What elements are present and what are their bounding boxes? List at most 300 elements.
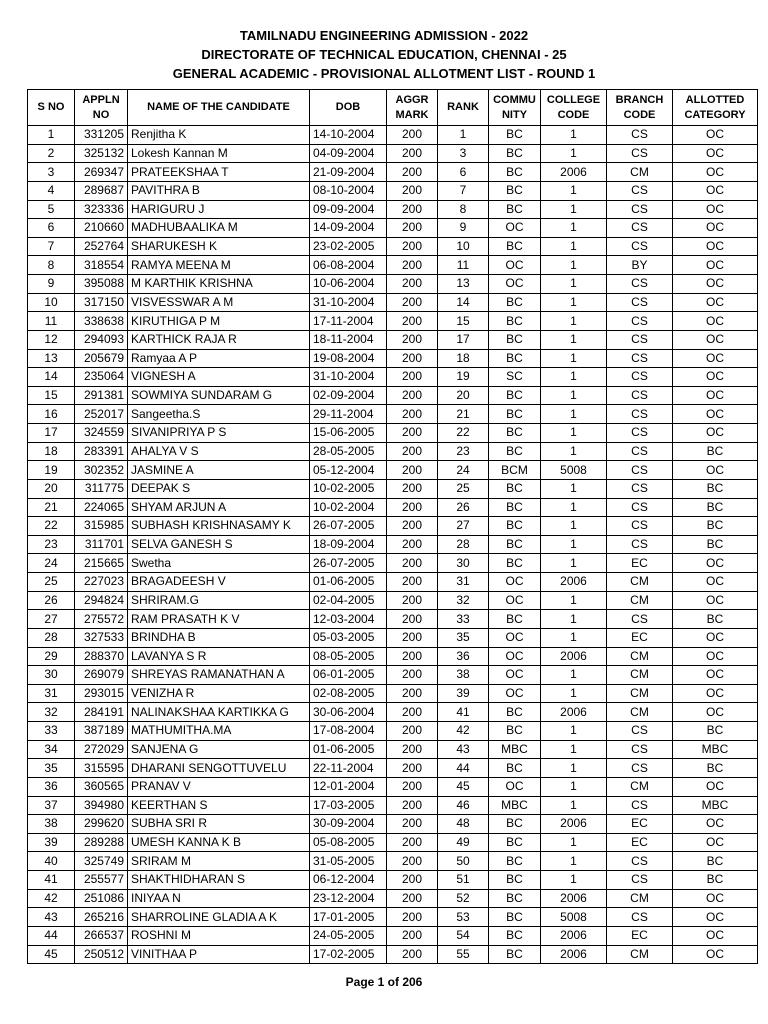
cell-appl-no: 252764 <box>75 237 128 256</box>
col-aggr-mark: AGGR MARK <box>387 90 438 126</box>
cell-college-code: 1 <box>541 591 607 610</box>
cell-college-code: 2006 <box>541 703 607 722</box>
cell-college-code: 2006 <box>541 815 607 834</box>
cell-branch-code: CS <box>607 368 673 387</box>
cell-allotted-category: OC <box>673 591 758 610</box>
cell-allotted-category: OC <box>673 684 758 703</box>
table-row <box>28 330 758 349</box>
cell-sno: 37 <box>28 796 75 815</box>
cell-dob: 10-02-2004 <box>310 498 387 517</box>
cell-branch-code: CM <box>607 684 673 703</box>
cell-allotted-category: BC <box>673 610 758 629</box>
cell-college-code: 1 <box>541 479 607 498</box>
cell-dob: 31-10-2004 <box>310 368 387 387</box>
col-candidate-name: NAME OF THE CANDIDATE <box>128 90 310 126</box>
cell-candidate-name: DEEPAK S <box>128 479 310 498</box>
cell-candidate-name: VIGNESH A <box>128 368 310 387</box>
cell-appl-no: 327533 <box>75 628 128 647</box>
cell-allotted-category: OC <box>673 330 758 349</box>
cell-college-code: 1 <box>541 740 607 759</box>
cell-branch-code: CS <box>607 498 673 517</box>
cell-appl-no: 215665 <box>75 554 128 573</box>
cell-aggr-mark: 200 <box>387 889 438 908</box>
cell-dob: 05-08-2005 <box>310 833 387 852</box>
cell-sno: 31 <box>28 684 75 703</box>
cell-aggr-mark: 200 <box>387 796 438 815</box>
cell-aggr-mark: 200 <box>387 740 438 759</box>
cell-branch-code: CS <box>607 871 673 890</box>
cell-rank: 51 <box>438 871 489 890</box>
table-row <box>28 610 758 629</box>
cell-candidate-name: SHARUKESH K <box>128 237 310 256</box>
cell-branch-code: CM <box>607 591 673 610</box>
cell-dob: 10-02-2005 <box>310 479 387 498</box>
table-row <box>28 535 758 554</box>
cell-appl-no: 255577 <box>75 871 128 890</box>
cell-community: BC <box>489 535 541 554</box>
cell-candidate-name: PRATEEKSHAA T <box>128 163 310 182</box>
cell-appl-no: 331205 <box>75 126 128 145</box>
cell-dob: 31-05-2005 <box>310 852 387 871</box>
cell-sno: 42 <box>28 889 75 908</box>
cell-candidate-name: SANJENA G <box>128 740 310 759</box>
table-row <box>28 889 758 908</box>
cell-aggr-mark: 200 <box>387 852 438 871</box>
cell-college-code: 5008 <box>541 461 607 480</box>
cell-sno: 5 <box>28 200 75 219</box>
cell-college-code: 1 <box>541 293 607 312</box>
cell-dob: 01-06-2005 <box>310 573 387 592</box>
cell-aggr-mark: 200 <box>387 833 438 852</box>
table-row <box>28 628 758 647</box>
cell-branch-code: CS <box>607 610 673 629</box>
cell-appl-no: 275572 <box>75 610 128 629</box>
cell-sno: 22 <box>28 517 75 536</box>
cell-rank: 55 <box>438 945 489 964</box>
cell-appl-no: 252017 <box>75 405 128 424</box>
cell-dob: 23-12-2004 <box>310 889 387 908</box>
cell-rank: 38 <box>438 666 489 685</box>
cell-allotted-category: OC <box>673 833 758 852</box>
cell-rank: 27 <box>438 517 489 536</box>
cell-community: BC <box>489 163 541 182</box>
cell-appl-no: 251086 <box>75 889 128 908</box>
cell-community: BC <box>489 349 541 368</box>
table-row <box>28 703 758 722</box>
cell-candidate-name: SHYAM ARJUN A <box>128 498 310 517</box>
cell-rank: 8 <box>438 200 489 219</box>
cell-allotted-category: OC <box>673 815 758 834</box>
cell-dob: 02-08-2005 <box>310 684 387 703</box>
cell-appl-no: 311701 <box>75 535 128 554</box>
cell-allotted-category: OC <box>673 405 758 424</box>
cell-community: SC <box>489 368 541 387</box>
table-row <box>28 722 758 741</box>
cell-branch-code: CS <box>607 852 673 871</box>
cell-aggr-mark: 200 <box>387 628 438 647</box>
cell-candidate-name: Renjitha K <box>128 126 310 145</box>
cell-candidate-name: M KARTHIK KRISHNA <box>128 275 310 294</box>
cell-community: OC <box>489 647 541 666</box>
cell-candidate-name: MADHUBAALIKA M <box>128 219 310 238</box>
cell-community: BC <box>489 833 541 852</box>
cell-college-code: 1 <box>541 777 607 796</box>
cell-appl-no: 265216 <box>75 908 128 927</box>
cell-candidate-name: KIRUTHIGA P M <box>128 312 310 331</box>
cell-candidate-name: KARTHICK RAJA R <box>128 330 310 349</box>
cell-rank: 53 <box>438 908 489 927</box>
cell-appl-no: 315595 <box>75 759 128 778</box>
cell-appl-no: 325749 <box>75 852 128 871</box>
cell-college-code: 1 <box>541 628 607 647</box>
cell-aggr-mark: 200 <box>387 330 438 349</box>
cell-community: OC <box>489 628 541 647</box>
cell-branch-code: CS <box>607 219 673 238</box>
cell-rank: 20 <box>438 386 489 405</box>
cell-rank: 31 <box>438 573 489 592</box>
document-header <box>0 26 768 83</box>
cell-dob: 04-09-2004 <box>310 144 387 163</box>
cell-appl-no: 289288 <box>75 833 128 852</box>
table-row <box>28 833 758 852</box>
cell-branch-code: EC <box>607 554 673 573</box>
table-row <box>28 368 758 387</box>
page-number: Page 1 of 206 <box>345 975 423 989</box>
col-branch-code: BRANCH CODE <box>607 90 673 126</box>
cell-dob: 12-01-2004 <box>310 777 387 796</box>
cell-sno: 39 <box>28 833 75 852</box>
cell-aggr-mark: 200 <box>387 312 438 331</box>
cell-community: OC <box>489 219 541 238</box>
cell-allotted-category: OC <box>673 219 758 238</box>
cell-community: BC <box>489 424 541 443</box>
cell-allotted-category: OC <box>673 200 758 219</box>
cell-college-code: 1 <box>541 405 607 424</box>
cell-aggr-mark: 200 <box>387 349 438 368</box>
cell-allotted-category: OC <box>673 386 758 405</box>
cell-rank: 23 <box>438 442 489 461</box>
cell-community: BC <box>489 517 541 536</box>
cell-college-code: 2006 <box>541 926 607 945</box>
cell-branch-code: EC <box>607 926 673 945</box>
cell-college-code: 1 <box>541 684 607 703</box>
table-row <box>28 908 758 927</box>
cell-appl-no: 387189 <box>75 722 128 741</box>
cell-candidate-name: HARIGURU J <box>128 200 310 219</box>
table-row <box>28 945 758 964</box>
cell-candidate-name: Swetha <box>128 554 310 573</box>
cell-college-code: 1 <box>541 386 607 405</box>
cell-allotted-category: OC <box>673 666 758 685</box>
cell-dob: 06-12-2004 <box>310 871 387 890</box>
cell-candidate-name: PRANAV V <box>128 777 310 796</box>
cell-community: BC <box>489 908 541 927</box>
cell-appl-no: 266537 <box>75 926 128 945</box>
cell-appl-no: 325132 <box>75 144 128 163</box>
cell-community: BC <box>489 610 541 629</box>
cell-college-code: 1 <box>541 871 607 890</box>
cell-branch-code: CS <box>607 722 673 741</box>
cell-candidate-name: SIVANIPRIYA P S <box>128 424 310 443</box>
cell-rank: 45 <box>438 777 489 796</box>
cell-branch-code: EC <box>607 833 673 852</box>
cell-dob: 28-05-2005 <box>310 442 387 461</box>
cell-aggr-mark: 200 <box>387 386 438 405</box>
cell-appl-no: 394980 <box>75 796 128 815</box>
cell-appl-no: 299620 <box>75 815 128 834</box>
cell-appl-no: 250512 <box>75 945 128 964</box>
cell-aggr-mark: 200 <box>387 815 438 834</box>
allotment-table <box>27 89 758 964</box>
cell-sno: 26 <box>28 591 75 610</box>
cell-community: BC <box>489 554 541 573</box>
cell-allotted-category: OC <box>673 554 758 573</box>
cell-rank: 24 <box>438 461 489 480</box>
cell-rank: 17 <box>438 330 489 349</box>
table-row <box>28 573 758 592</box>
col-sno: S NO <box>28 90 75 126</box>
cell-aggr-mark: 200 <box>387 442 438 461</box>
cell-community: BC <box>489 442 541 461</box>
cell-branch-code: CS <box>607 349 673 368</box>
table-row <box>28 442 758 461</box>
cell-aggr-mark: 200 <box>387 200 438 219</box>
cell-aggr-mark: 200 <box>387 237 438 256</box>
cell-branch-code: CS <box>607 312 673 331</box>
table-row <box>28 163 758 182</box>
cell-dob: 22-11-2004 <box>310 759 387 778</box>
cell-community: BC <box>489 945 541 964</box>
col-appl-no: APPLN NO <box>75 90 128 126</box>
cell-college-code: 1 <box>541 442 607 461</box>
cell-branch-code: CS <box>607 405 673 424</box>
table-row <box>28 815 758 834</box>
cell-college-code: 1 <box>541 275 607 294</box>
cell-sno: 9 <box>28 275 75 294</box>
cell-allotted-category: BC <box>673 871 758 890</box>
cell-dob: 19-08-2004 <box>310 349 387 368</box>
cell-candidate-name: SHREYAS RAMANATHAN A <box>128 666 310 685</box>
cell-aggr-mark: 200 <box>387 405 438 424</box>
table-row <box>28 181 758 200</box>
cell-college-code: 1 <box>541 852 607 871</box>
cell-allotted-category: OC <box>673 368 758 387</box>
header-list-title: GENERAL ACADEMIC - PROVISIONAL ALLOTMENT LIST - ROUND 1 <box>172 66 596 81</box>
cell-college-code: 1 <box>541 517 607 536</box>
cell-candidate-name: VENIZHA R <box>128 684 310 703</box>
cell-aggr-mark: 200 <box>387 703 438 722</box>
cell-candidate-name: INIYAA N <box>128 889 310 908</box>
cell-rank: 3 <box>438 144 489 163</box>
cell-college-code: 1 <box>541 535 607 554</box>
cell-college-code: 1 <box>541 200 607 219</box>
cell-aggr-mark: 200 <box>387 759 438 778</box>
cell-community: BC <box>489 144 541 163</box>
cell-rank: 22 <box>438 424 489 443</box>
cell-appl-no: 324559 <box>75 424 128 443</box>
table-row <box>28 517 758 536</box>
cell-allotted-category: OC <box>673 126 758 145</box>
cell-allotted-category: OC <box>673 573 758 592</box>
cell-branch-code: CM <box>607 666 673 685</box>
cell-community: BC <box>489 200 541 219</box>
table-row <box>28 852 758 871</box>
cell-rank: 42 <box>438 722 489 741</box>
cell-appl-no: 283391 <box>75 442 128 461</box>
cell-dob: 08-10-2004 <box>310 181 387 200</box>
cell-college-code: 1 <box>541 144 607 163</box>
cell-rank: 14 <box>438 293 489 312</box>
cell-allotted-category: BC <box>673 535 758 554</box>
cell-aggr-mark: 200 <box>387 144 438 163</box>
cell-rank: 25 <box>438 479 489 498</box>
cell-candidate-name: PAVITHRA B <box>128 181 310 200</box>
cell-dob: 26-07-2005 <box>310 554 387 573</box>
cell-allotted-category: OC <box>673 349 758 368</box>
cell-community: BC <box>489 479 541 498</box>
table-row <box>28 461 758 480</box>
cell-college-code: 2006 <box>541 945 607 964</box>
cell-dob: 17-11-2004 <box>310 312 387 331</box>
cell-rank: 39 <box>438 684 489 703</box>
cell-dob: 26-07-2005 <box>310 517 387 536</box>
cell-sno: 16 <box>28 405 75 424</box>
cell-branch-code: CS <box>607 740 673 759</box>
cell-dob: 24-05-2005 <box>310 926 387 945</box>
cell-sno: 13 <box>28 349 75 368</box>
cell-allotted-category: OC <box>673 703 758 722</box>
cell-sno: 36 <box>28 777 75 796</box>
cell-branch-code: CS <box>607 796 673 815</box>
cell-candidate-name: RAMYA MEENA M <box>128 256 310 275</box>
cell-candidate-name: SELVA GANESH S <box>128 535 310 554</box>
cell-sno: 29 <box>28 647 75 666</box>
cell-allotted-category: OC <box>673 424 758 443</box>
cell-community: BC <box>489 126 541 145</box>
cell-rank: 1 <box>438 126 489 145</box>
cell-branch-code: CM <box>607 573 673 592</box>
cell-community: BC <box>489 815 541 834</box>
cell-aggr-mark: 200 <box>387 684 438 703</box>
cell-branch-code: CS <box>607 237 673 256</box>
cell-candidate-name: VISVESSWAR A M <box>128 293 310 312</box>
cell-dob: 18-09-2004 <box>310 535 387 554</box>
cell-sno: 17 <box>28 424 75 443</box>
cell-candidate-name: LAVANYA S R <box>128 647 310 666</box>
cell-aggr-mark: 200 <box>387 591 438 610</box>
cell-community: BC <box>489 293 541 312</box>
cell-aggr-mark: 200 <box>387 126 438 145</box>
cell-aggr-mark: 200 <box>387 666 438 685</box>
cell-candidate-name: BRINDHA B <box>128 628 310 647</box>
cell-candidate-name: UMESH KANNA K B <box>128 833 310 852</box>
cell-rank: 36 <box>438 647 489 666</box>
cell-aggr-mark: 200 <box>387 461 438 480</box>
cell-allotted-category: OC <box>673 163 758 182</box>
cell-allotted-category: OC <box>673 461 758 480</box>
table-row <box>28 740 758 759</box>
cell-aggr-mark: 200 <box>387 647 438 666</box>
cell-community: BC <box>489 852 541 871</box>
table-row <box>28 666 758 685</box>
cell-appl-no: 210660 <box>75 219 128 238</box>
cell-dob: 01-06-2005 <box>310 740 387 759</box>
cell-college-code: 1 <box>541 610 607 629</box>
cell-allotted-category: OC <box>673 926 758 945</box>
cell-aggr-mark: 200 <box>387 256 438 275</box>
cell-branch-code: CM <box>607 703 673 722</box>
cell-appl-no: 315985 <box>75 517 128 536</box>
cell-branch-code: BY <box>607 256 673 275</box>
cell-dob: 12-03-2004 <box>310 610 387 629</box>
cell-appl-no: 395088 <box>75 275 128 294</box>
cell-branch-code: CS <box>607 181 673 200</box>
cell-sno: 28 <box>28 628 75 647</box>
cell-rank: 30 <box>438 554 489 573</box>
table-row <box>28 554 758 573</box>
cell-appl-no: 269347 <box>75 163 128 182</box>
cell-sno: 7 <box>28 237 75 256</box>
cell-candidate-name: RAM PRASATH K V <box>128 610 310 629</box>
cell-appl-no: 294824 <box>75 591 128 610</box>
cell-rank: 32 <box>438 591 489 610</box>
cell-appl-no: 224065 <box>75 498 128 517</box>
cell-branch-code: CS <box>607 442 673 461</box>
col-dob: DOB <box>310 90 387 126</box>
cell-allotted-category: BC <box>673 442 758 461</box>
cell-sno: 10 <box>28 293 75 312</box>
cell-sno: 11 <box>28 312 75 331</box>
cell-allotted-category: OC <box>673 908 758 927</box>
cell-branch-code: CS <box>607 759 673 778</box>
cell-rank: 7 <box>438 181 489 200</box>
cell-community: OC <box>489 777 541 796</box>
cell-college-code: 1 <box>541 424 607 443</box>
cell-branch-code: CS <box>607 908 673 927</box>
table-header-row <box>28 90 758 126</box>
col-college-code: COLLEGE CODE <box>541 90 607 126</box>
cell-dob: 14-09-2004 <box>310 219 387 238</box>
cell-sno: 30 <box>28 666 75 685</box>
cell-community: OC <box>489 684 541 703</box>
cell-branch-code: CS <box>607 200 673 219</box>
cell-appl-no: 284191 <box>75 703 128 722</box>
cell-branch-code: CM <box>607 163 673 182</box>
table-row <box>28 405 758 424</box>
cell-rank: 50 <box>438 852 489 871</box>
cell-rank: 10 <box>438 237 489 256</box>
cell-appl-no: 291381 <box>75 386 128 405</box>
cell-sno: 12 <box>28 330 75 349</box>
cell-college-code: 1 <box>541 181 607 200</box>
cell-community: BC <box>489 926 541 945</box>
cell-branch-code: CS <box>607 386 673 405</box>
col-rank: RANK <box>438 90 489 126</box>
cell-sno: 3 <box>28 163 75 182</box>
cell-candidate-name: NALINAKSHAA KARTIKKA G <box>128 703 310 722</box>
cell-aggr-mark: 200 <box>387 945 438 964</box>
cell-allotted-category: OC <box>673 256 758 275</box>
col-community: COMMU NITY <box>489 90 541 126</box>
cell-sno: 20 <box>28 479 75 498</box>
cell-sno: 45 <box>28 945 75 964</box>
cell-allotted-category: OC <box>673 945 758 964</box>
table-row <box>28 312 758 331</box>
table-row <box>28 386 758 405</box>
cell-dob: 08-05-2005 <box>310 647 387 666</box>
cell-allotted-category: OC <box>673 237 758 256</box>
cell-allotted-category: OC <box>673 181 758 200</box>
